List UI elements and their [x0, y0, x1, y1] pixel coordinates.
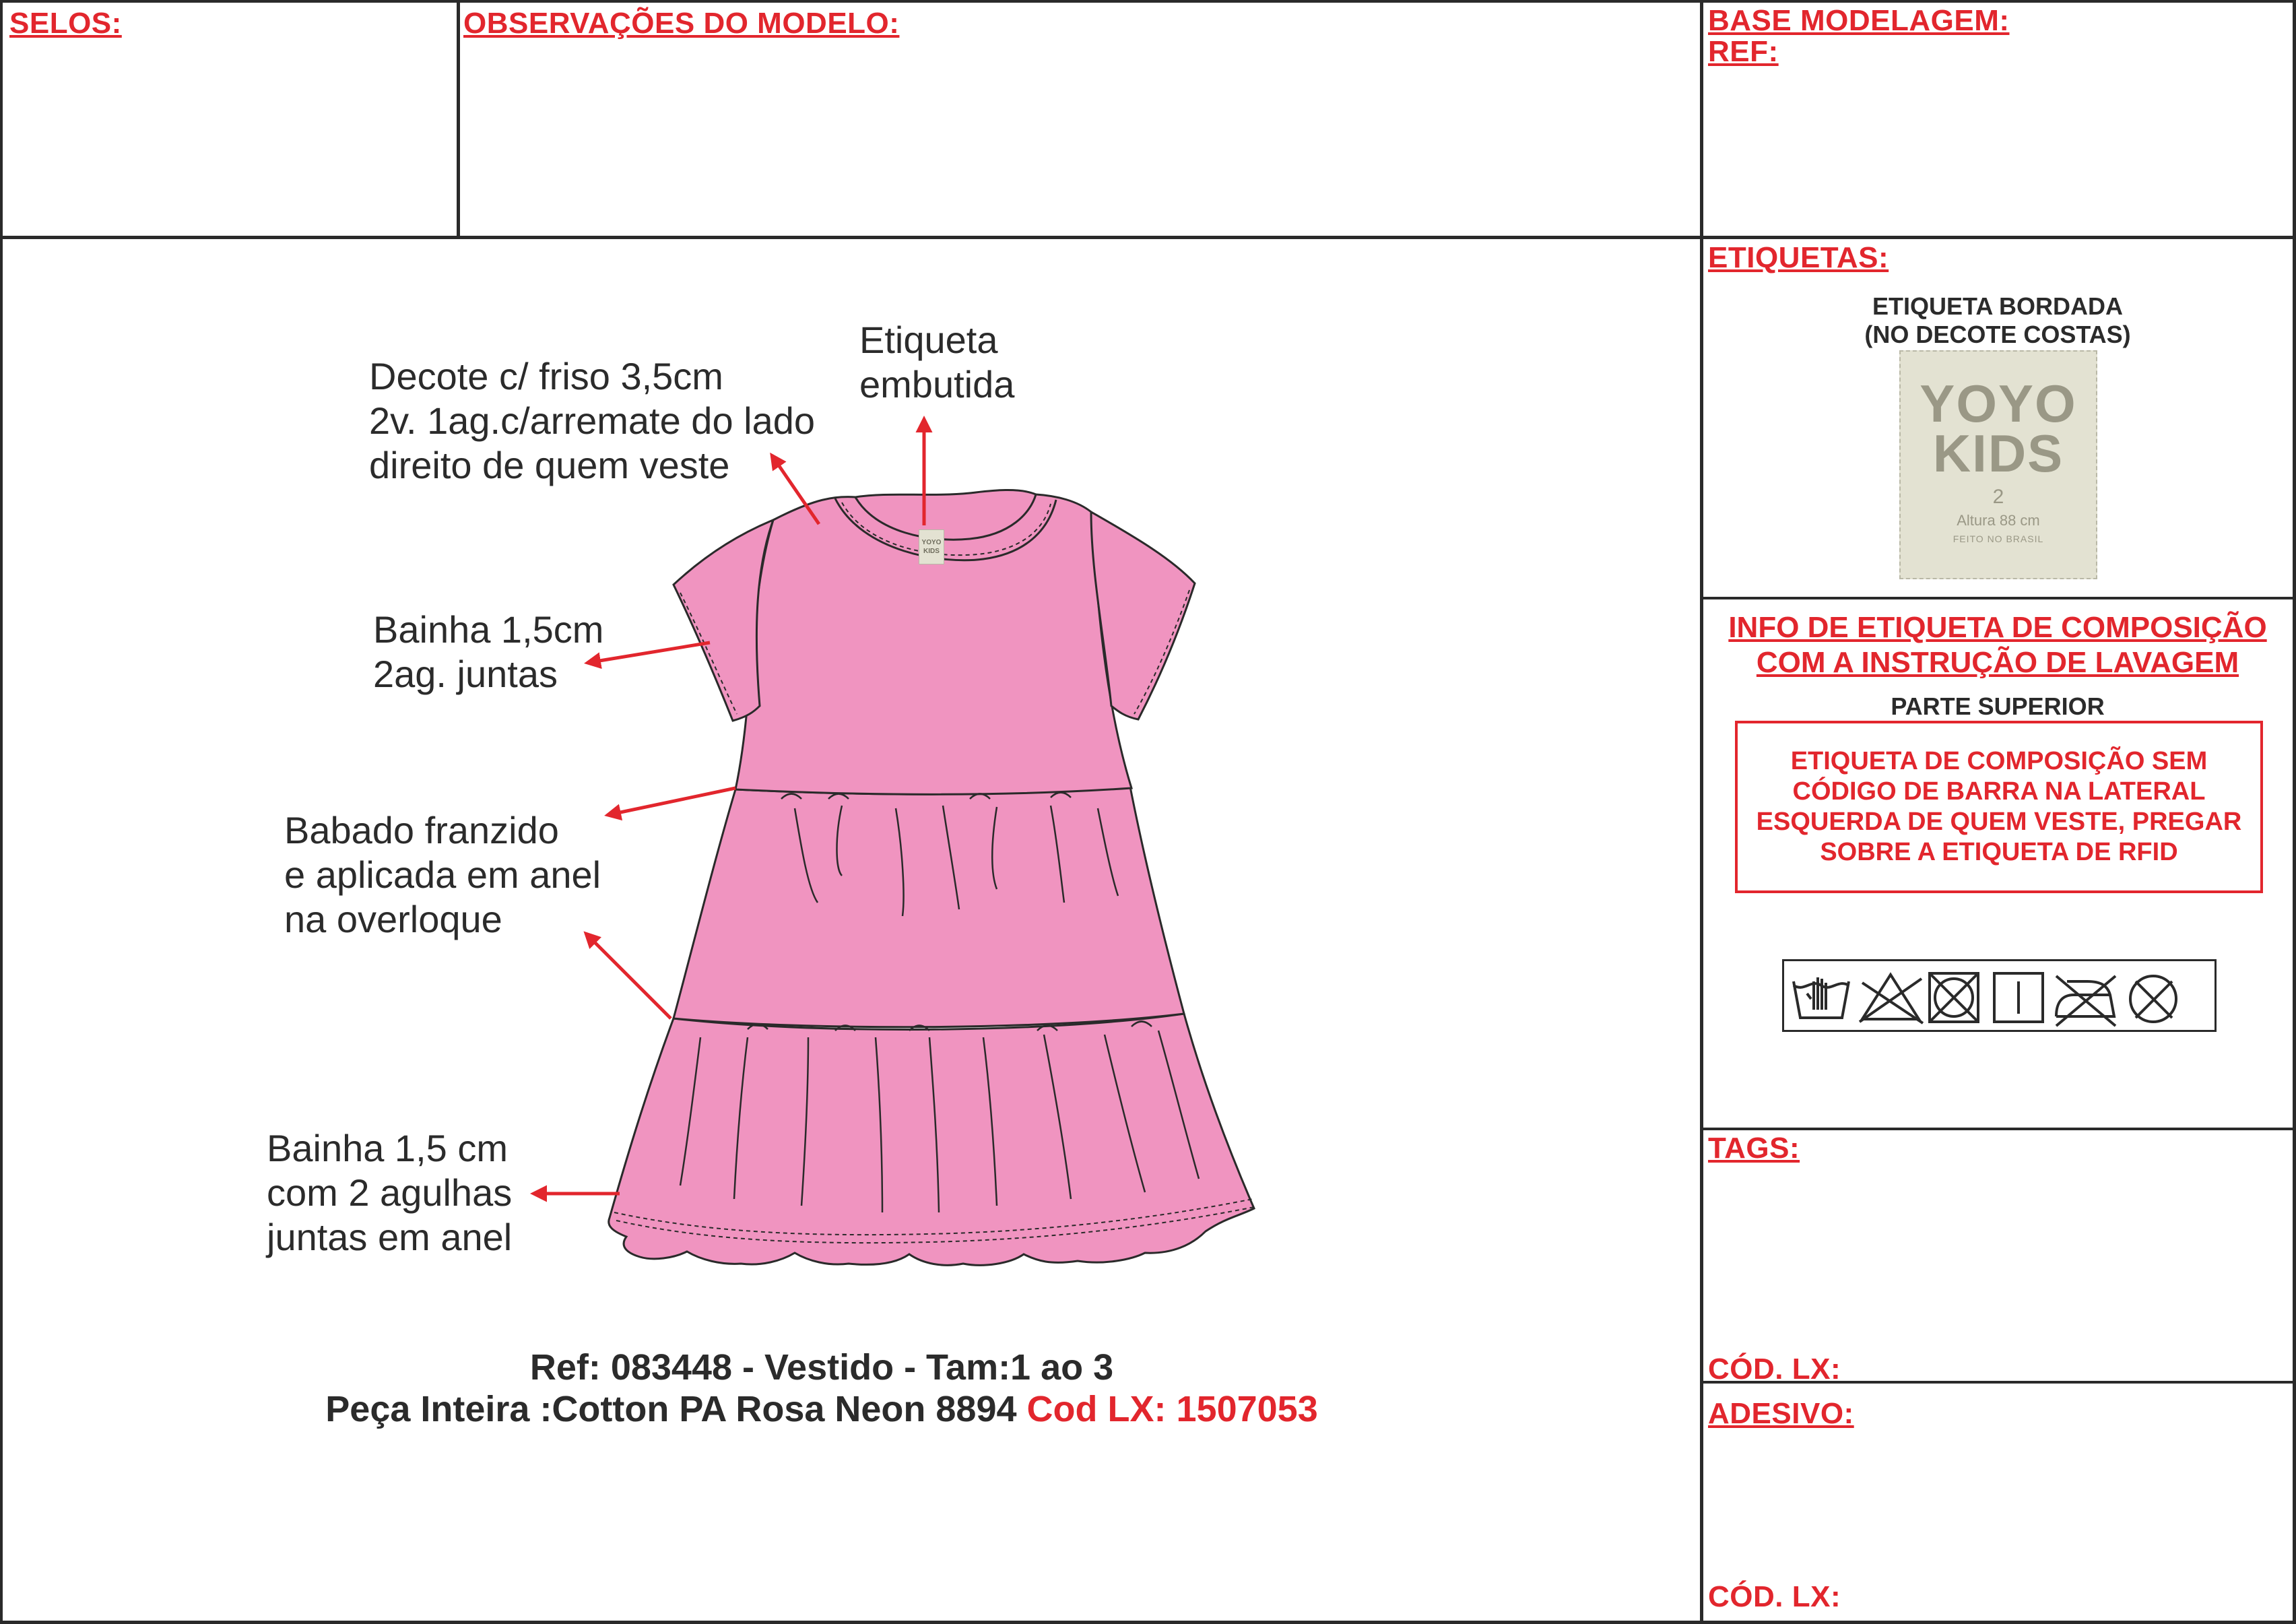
arrow-bainha-manga — [587, 643, 710, 663]
callout-bainha-barra — [267, 1126, 512, 1260]
composicao-title — [1701, 610, 2294, 680]
label-brand — [1901, 374, 2096, 483]
etiqueta-bordada-label — [1701, 292, 2294, 349]
adesivo-label: ADESIVO: — [1708, 1397, 1854, 1430]
observacoes-label: OBSERVAÇÕES DO MODELO: — [463, 7, 900, 40]
product-material: Peça Inteira :Cotton PA Rosa Neon 8894 — [325, 1389, 1017, 1429]
neck-label — [919, 529, 944, 564]
product-material-line — [148, 1388, 1495, 1431]
embroidered-label-image — [1899, 350, 2097, 579]
neck-label-line2: KIDS — [923, 548, 940, 555]
etiqueta-bordada-line1: ETIQUETA BORDADA — [1872, 292, 2123, 320]
no-iron-icon — [2056, 976, 2115, 1026]
tags-label: TAGS: — [1708, 1132, 1800, 1165]
callout-bainha-manga-line1: Bainha 1,5cm — [373, 608, 604, 651]
ref-label: REF: — [1708, 35, 1779, 68]
selos-label: SELOS: — [9, 7, 122, 40]
composicao-line1: ETIQUETA DE COMPOSIÇÃO SEM — [1790, 747, 2208, 775]
composicao-instruction-box — [1735, 721, 2263, 893]
composicao-line4: SOBRE A ETIQUETA DE RFID — [1820, 838, 2178, 866]
callout-etiqueta-line2: embutida — [859, 363, 1015, 405]
callout-babado-line2: e aplicada em anel — [284, 853, 601, 896]
callout-decote-line2: 2v. 1ag.c/arremate do lado — [369, 399, 816, 442]
callout-babado-line1: Babado franzido — [284, 809, 559, 851]
callout-decote — [369, 354, 815, 488]
etiquetas-label: ETIQUETAS: — [1708, 241, 1889, 274]
callout-bainha-barra-line1: Bainha 1,5 cm — [267, 1127, 508, 1169]
callout-bainha-barra-line3: juntas em anel — [267, 1216, 513, 1258]
label-brand-line1: YOYO — [1920, 374, 2077, 433]
no-dry-clean-icon — [2130, 976, 2176, 1022]
skirt-upper-tier — [674, 787, 1184, 1027]
callout-bainha-barra-line2: com 2 agulhas — [267, 1171, 513, 1214]
adesivo-cod-lx-label: CÓD. LX: — [1708, 1580, 1841, 1613]
care-symbols — [1782, 959, 2217, 1032]
callout-babado — [284, 808, 601, 942]
callout-etiqueta-line1: Etiqueta — [859, 319, 998, 361]
tags-cod-lx-label: CÓD. LX: — [1708, 1353, 1841, 1386]
product-cod-lx: Cod LX: 1507053 — [1026, 1389, 1318, 1429]
arrow-babado-1 — [608, 788, 735, 815]
base-modelagem-label: BASE MODELAGEM: — [1708, 4, 2010, 37]
label-height: Altura 88 cm — [1957, 512, 2040, 529]
label-size: 2 — [1992, 486, 2004, 508]
callout-decote-line3: direito de quem veste — [369, 444, 730, 486]
hand-wash-icon — [1794, 977, 1849, 1018]
label-made-in: FEITO NO BRASIL — [1953, 533, 2044, 544]
arrow-babado-2 — [586, 934, 671, 1018]
callout-babado-line3: na overloque — [284, 898, 502, 940]
composicao-title-line2: COM A INSTRUÇÃO DE LAVAGEM — [1756, 646, 2239, 679]
etiqueta-bordada-line2: (NO DECOTE COSTAS) — [1864, 321, 2131, 348]
label-brand-line2: KIDS — [1932, 424, 2064, 483]
neck-label-line1: YOYO — [921, 539, 942, 546]
line-dry-icon — [1994, 973, 2043, 1022]
no-bleach-icon — [1860, 975, 1923, 1023]
callout-bainha-manga-line2: 2ag. juntas — [373, 653, 558, 695]
callout-bainha-manga — [373, 608, 603, 696]
no-tumble-dry-icon — [1930, 973, 1978, 1022]
composicao-title-line1: INFO DE ETIQUETA DE COMPOSIÇÃO — [1728, 611, 2267, 644]
composicao-line2: CÓDIGO DE BARRA NA LATERAL — [1792, 777, 2206, 806]
callout-etiqueta — [859, 318, 1014, 407]
callout-decote-line1: Decote c/ friso 3,5cm — [369, 355, 723, 397]
product-ref-line: Ref: 083448 - Vestido - Tam:1 ao 3 — [529, 1347, 1114, 1388]
composicao-line3: ESQUERDA DE QUEM VESTE, PREGAR — [1756, 808, 2242, 836]
parte-superior-label: PARTE SUPERIOR — [1891, 692, 2105, 720]
